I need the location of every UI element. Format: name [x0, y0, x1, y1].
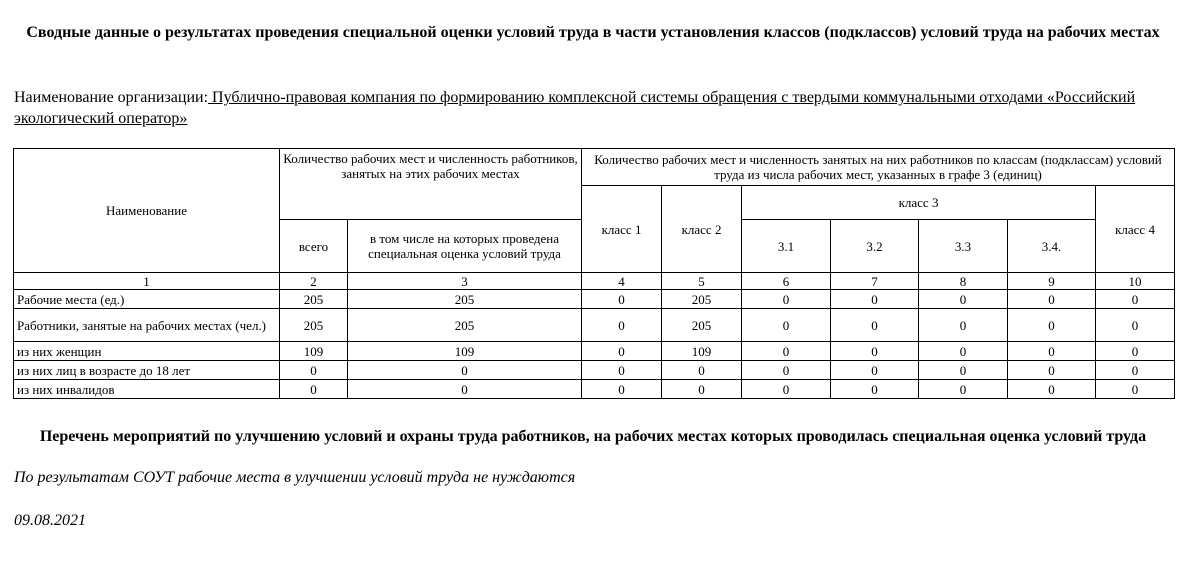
column-number: 7	[831, 273, 919, 290]
column-number: 4	[582, 273, 662, 290]
header-name: Наименование	[14, 149, 280, 273]
header-class-1: класс 1	[582, 186, 662, 273]
results-table	[13, 148, 1175, 399]
column-number: 3	[348, 273, 582, 290]
table-cell: 0	[919, 380, 1008, 399]
table-row	[14, 342, 1175, 361]
table-cell: 0	[348, 361, 582, 380]
organization-line	[14, 87, 1174, 129]
table-cell: 0	[831, 342, 919, 361]
table-cell: 0	[662, 380, 742, 399]
table-cell: 0	[582, 309, 662, 342]
table-cell: 205	[662, 309, 742, 342]
column-number: 1	[14, 273, 280, 290]
table-cell: 0	[1096, 361, 1175, 380]
table-row	[14, 309, 1175, 342]
table-cell: 0	[348, 380, 582, 399]
table-cell: 0	[831, 380, 919, 399]
row-label: из них инвалидов	[14, 380, 280, 399]
document-date: 09.08.2021	[14, 512, 86, 529]
column-number: 10	[1096, 273, 1175, 290]
table-cell: 0	[831, 361, 919, 380]
table-cell: 0	[582, 342, 662, 361]
table-row	[14, 361, 1175, 380]
column-number: 2	[280, 273, 348, 290]
column-number: 8	[919, 273, 1008, 290]
table-cell: 109	[280, 342, 348, 361]
table-cell: 0	[919, 309, 1008, 342]
table-cell: 0	[1008, 290, 1096, 309]
table-cell: 0	[280, 361, 348, 380]
table-cell: 0	[1008, 342, 1096, 361]
table-cell: 109	[348, 342, 582, 361]
table-cell: 0	[1096, 380, 1175, 399]
header-sub-3-3: 3.3	[919, 220, 1008, 273]
table-cell: 0	[742, 361, 831, 380]
table-cell: 0	[280, 380, 348, 399]
measures-title: Перечень мероприятий по улучшению условий и охраны труда работников, на рабочих местах которых проводилась специальная оценка условий труда	[39, 428, 1147, 445]
table-cell: 0	[1008, 380, 1096, 399]
row-label: Работники, занятые на рабочих местах (чел.)	[14, 309, 280, 342]
table-cell: 0	[582, 380, 662, 399]
table-cell: 205	[280, 309, 348, 342]
header-sub-3-2: 3.2	[831, 220, 919, 273]
table-cell: 0	[1096, 342, 1175, 361]
row-label: из них лиц в возрасте до 18 лет	[14, 361, 280, 380]
header-group-workplaces: Количество рабочих мест и численность работников, занятых на этих рабочих местах	[280, 149, 582, 220]
table-cell: 0	[919, 342, 1008, 361]
table-cell: 0	[1096, 309, 1175, 342]
table-cell: 205	[662, 290, 742, 309]
row-label: из них женщин	[14, 342, 280, 361]
table-cell: 0	[831, 309, 919, 342]
table-cell: 0	[742, 342, 831, 361]
header-sub-3-1: 3.1	[742, 220, 831, 273]
table-cell: 0	[1008, 361, 1096, 380]
header-class-4: класс 4	[1096, 186, 1175, 273]
table-cell: 0	[919, 361, 1008, 380]
table-cell: 0	[662, 361, 742, 380]
header-class-3: класс 3	[742, 186, 1096, 220]
table-row	[14, 290, 1175, 309]
table-cell: 0	[742, 380, 831, 399]
row-label: Рабочие места (ед.)	[14, 290, 280, 309]
table-cell: 205	[348, 309, 582, 342]
organization-label: Наименование организации:	[14, 89, 209, 106]
table-cell: 109	[662, 342, 742, 361]
header-class-2: класс 2	[662, 186, 742, 273]
header-assessed: в том числе на которых проведена специальная оценка условий труда	[348, 220, 582, 273]
table-cell: 0	[1008, 309, 1096, 342]
table-cell: 0	[919, 290, 1008, 309]
table-cell: 0	[582, 361, 662, 380]
header-group-classes: Количество рабочих мест и численность занятых на них работников по классам (подклассам) условий труда из числа рабочих мест, указанных в графе 3 (единиц)	[582, 149, 1175, 186]
measures-note: По результатам СОУТ рабочие места в улучшении условий труда не нуждаются	[14, 469, 576, 486]
table-cell: 205	[348, 290, 582, 309]
column-number: 6	[742, 273, 831, 290]
table-cell: 0	[582, 290, 662, 309]
table-cell: 0	[742, 309, 831, 342]
table-cell: 0	[831, 290, 919, 309]
organization-name: Публично-правовая компания по формированию комплексной системы обращения с твердыми коммунальными отходами «Российский экологический оператор»	[14, 89, 1136, 127]
table-row	[14, 380, 1175, 399]
table-cell: 205	[280, 290, 348, 309]
table-cell: 0	[1096, 290, 1175, 309]
column-number: 5	[662, 273, 742, 290]
header-total: всего	[280, 220, 348, 273]
column-number-row	[14, 273, 1175, 290]
document-title: Сводные данные о результатах проведения специальной оценки условий труда в части установления классов (подклассов) условий труда на рабочих местах	[26, 24, 1160, 41]
column-number: 9	[1008, 273, 1096, 290]
table-cell: 0	[742, 290, 831, 309]
header-sub-3-4: 3.4.	[1008, 220, 1096, 273]
